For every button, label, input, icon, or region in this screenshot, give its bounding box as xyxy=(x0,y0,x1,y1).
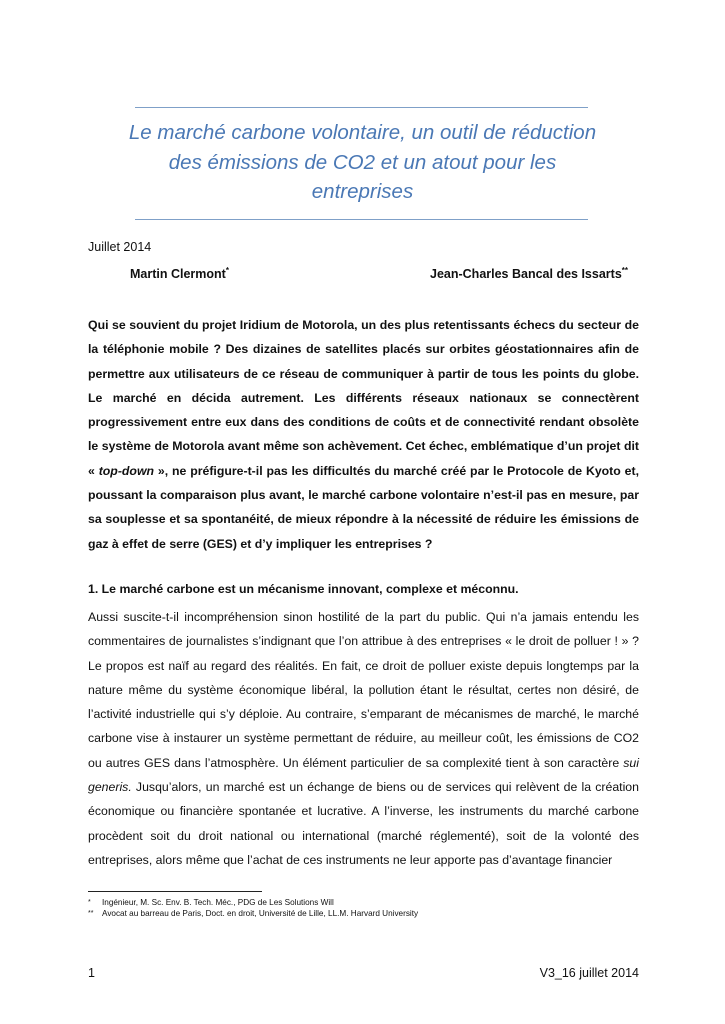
abstract-text-2: », ne préfigure-t-il pas les difficultés du marché créé par le Protocole de Kyoto et, poussant la comparaison plus avant, le marché carbone volontaire n’est-il pas en mesure, par sa souplesse et sa spontanéité, de mieux répondre à la nécessité de réduire les émissions de gaz à effet de serre (GES) et d’y impliquer les entreprises ? xyxy=(88,463,639,551)
document-date: Juillet 2014 xyxy=(88,240,152,254)
title-rule-top xyxy=(135,107,588,108)
section-1-heading: 1. Le marché carbone est un mécanisme innovant, complexe et méconnu. xyxy=(88,582,519,596)
section-1-text-1: Aussi suscite-t-il incompréhension sinon hostilité de la part du public. Qui n’a jamais entendu les commentaires de journalistes s’indignant que l’on attribue à des entreprises « le droit de polluer ! » ? Le propos est naïf au regard des réalités. En fait, ce droit de polluer existe depuis longtemps par la nature même du système économique libéral, la pollution étant le résultat, certes non désiré, de l’activité industrielle qui s’y déploie. Au contraire, s’emparant de mécanismes de marché, le marché carbone vise à instaurer un système permettant de réduire, au meilleur coût, les émissions de CO2 ou autres GES dans l’atmosphère. Un élément particulier de sa complexité tient à son caractère xyxy=(88,610,639,770)
footnote-1-text: Ingénieur, M. Sc. Env. B. Tech. Méc., PDG de Les Solutions Will xyxy=(102,898,334,907)
author-1-name: Martin Clermont xyxy=(130,267,226,281)
section-1-text-2: Jusqu’alors, un marché est un échange de biens ou de services qui relèvent de la création économique ou financière spontanée et lucrative. A l’inverse, les instruments du marché carbone procèdent soit du droit national ou international (marché réglementé), soit de la volonté des entreprises, alors même que l’achat de ces instruments ne leur apporte pas d’avantage financier xyxy=(88,780,639,867)
author-2-mark: ** xyxy=(621,265,629,275)
document-title: Le marché carbone volontaire, un outil de réduction des émissions de CO2 et un atout pour les entreprises xyxy=(128,121,597,203)
author-1-mark: * xyxy=(225,265,229,275)
footnote-1-mark: * xyxy=(88,899,91,906)
section-1-paragraph xyxy=(88,605,639,872)
footnote-2-mark: ** xyxy=(88,910,94,917)
page-number: 1 xyxy=(88,966,95,980)
version-label: V3_16 juillet 2014 xyxy=(539,966,639,980)
author-2-name: Jean-Charles Bancal des Issarts xyxy=(430,267,622,281)
abstract-paragraph xyxy=(88,313,639,556)
footnote-rule xyxy=(88,891,262,892)
title-rule-bottom xyxy=(135,219,588,220)
author-2 xyxy=(430,267,628,281)
footnote-1 xyxy=(88,898,334,908)
section-1-italic: sui generis. xyxy=(88,755,639,795)
footnote-2-text: Avocat au barreau de Paris, Doct. en droit, Université de Lille, LL.M. Harvard University xyxy=(102,909,419,918)
abstract-italic: top-down xyxy=(98,463,155,478)
footnote-2 xyxy=(88,909,418,919)
author-1 xyxy=(130,267,229,281)
abstract-text-1: Qui se souvient du projet Iridium de Motorola, un des plus retentissants échecs du secteur de la téléphonie mobile ? Des dizaines de satellites placés sur orbites géostationnaires afin de permettre aux utilisateurs de ce réseau de communiquer à partir de tous les points du globe. Le marché en décida autrement. Les différents réseaux nationaux se connectèrent progressivement entre eux dans des conditions de coûts et de connectivité rendant obsolète le système de Motorola avant même son achèvement. Cet échec, emblématique d’un projet dit « xyxy=(88,318,639,478)
